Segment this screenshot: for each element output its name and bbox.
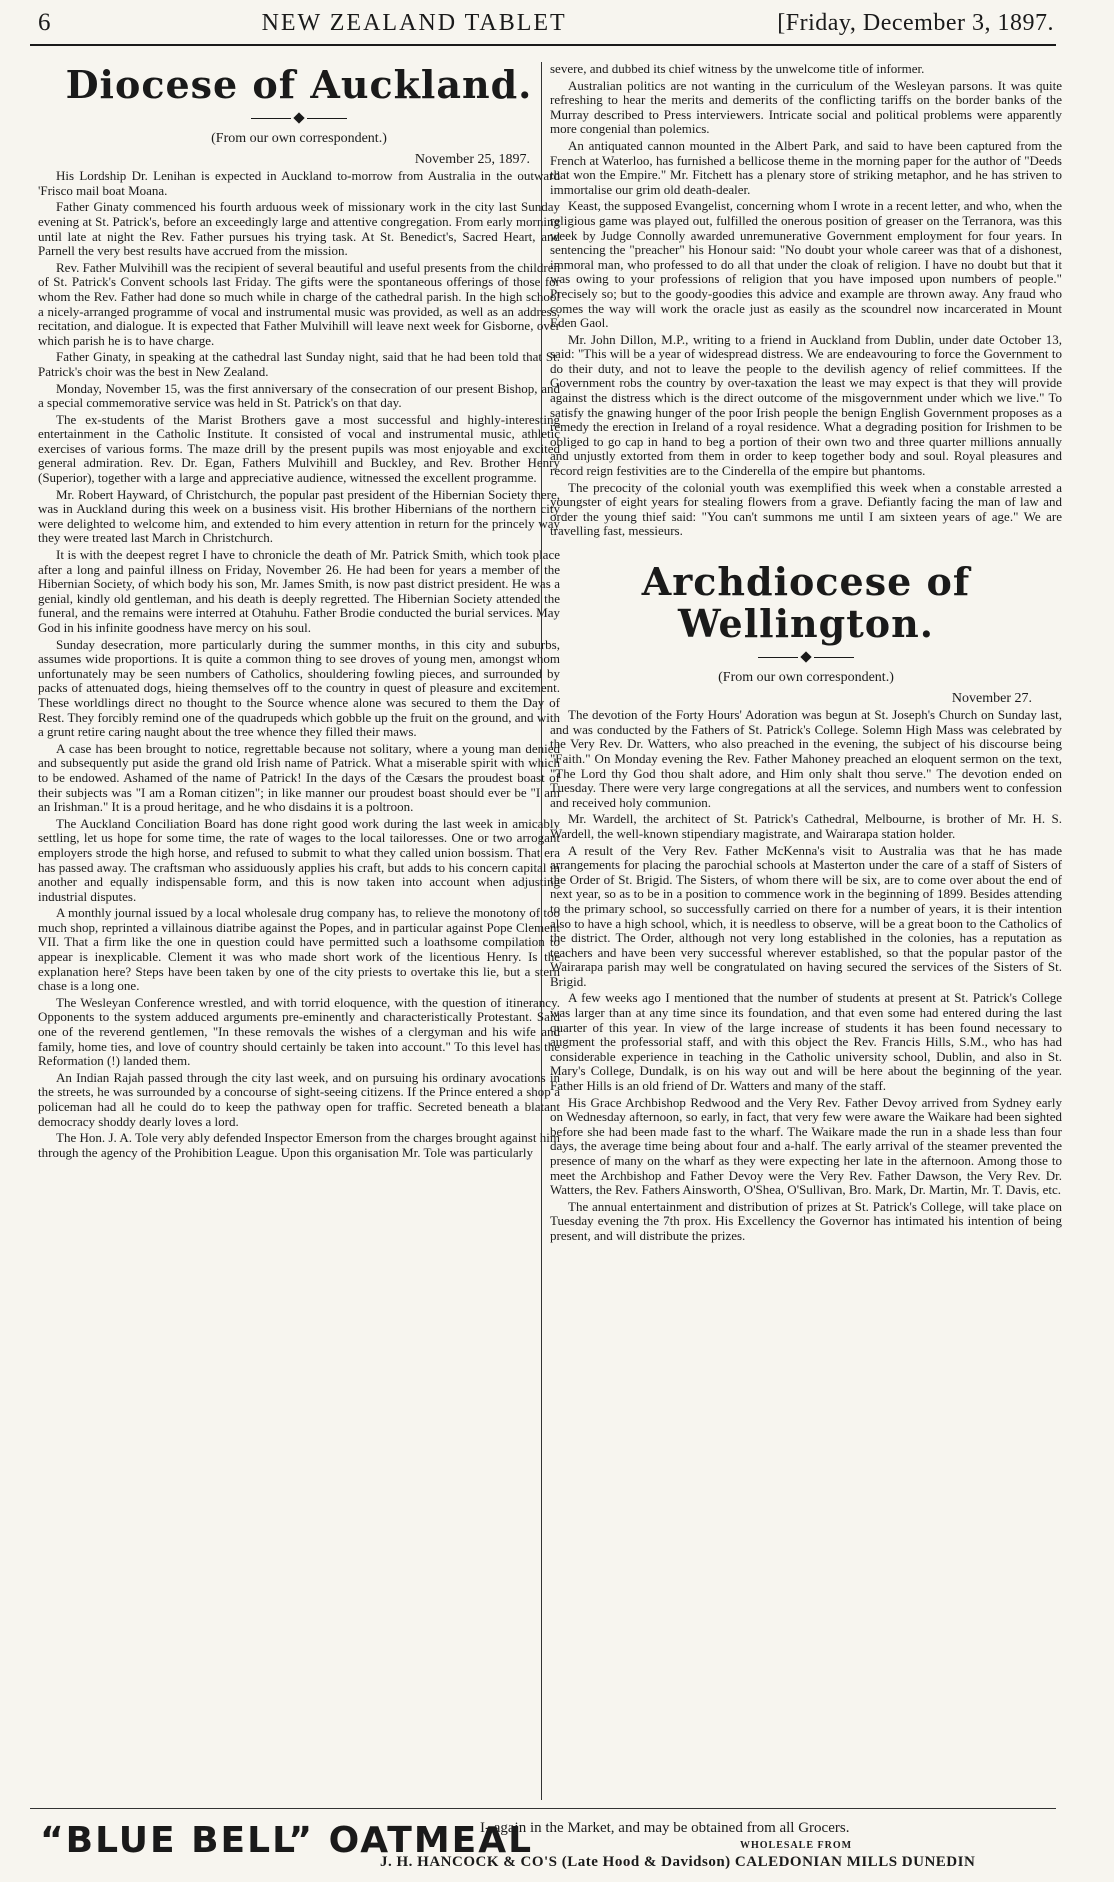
paragraph: A monthly journal issued by a local wholesale drug company has, to relieve the monotony of too much shop, reprinted a villainous diatribe against the Popes, and in particular against Pope Clement VII. That a firm like the one in question could have permitted such a loathsome compilation to appear is inexplicable. Clement it was who made short work of the licentious Henry. Is the explanation here? Steps have been taken by one of the city priests to overtake this lie, but a stern chase is a long one.	[38, 905, 560, 994]
publication-title: NEW ZEALAND TABLET	[261, 9, 567, 36]
section-ornament	[38, 114, 560, 122]
auckland-heading: Diocese of Auckland.	[65, 62, 533, 107]
paragraph: Rev. Father Mulvihill was the recipient of several beautiful and useful presents from the children of St. Patrick's Convent schools last Friday. The gifts were the spontaneous offerings of those for whom the Rev. Father had done so much while in charge of the cathedral parish. In the high school a nicely-arranged programme of vocal and instrumental music was provided, as well as an address, recitation, and dialogue. It is expected that Father Mulvihill will leave next week for Gisborne, over which parish he is to have charge.	[38, 259, 560, 348]
paragraph: His Grace Archbishop Redwood and the Very Rev. Father Devoy arrived from Sydney early on Wednesday afternoon, so early, in fact, that very few were aware the Waikare had been sighted before she had been made fast to the wharf. The Waikare made the run in a shade less than four days, the average time being about four and a-half. The early arrival of the steamer prevented the presence of many on the wharf as they were expecting her late in the afternoon. Among those to meet the Archbishop and Father Devoy were the Very Rev. Father Dawson, the Very Rev. Dr. Watters, the Rev. Fathers Ainsworth, O'Shea, O'Sullivan, Bro. Mark, Dr. Martin, Mr. T. Davis, etc.	[550, 1094, 1062, 1198]
issue-date: [Friday, December 3, 1897.	[777, 9, 1054, 36]
paragraph: A few weeks ago I mentioned that the number of students at present at St. Patrick's College was larger than at any time since its foundation, and that even some had entered during the last quarter of this year. In view of the large increase of students it has been found necessary to augment the professorial staff, and with this object the Rev. Francis Hills, S.M., who has had considerable experience in teaching in the Catholic university school, Dublin, and also in St. Mary's College, Dundalk, is on his way out and will be here about the beginning of the year. Father Hills is an old friend of Dr. Watters and many of the staff.	[550, 990, 1062, 1094]
footer-rule	[30, 1808, 1056, 1809]
paragraph: Father Ginaty, in speaking at the cathedral last Sunday night, said that he had been told that St. Patrick's choir was the best in New Zealand.	[38, 349, 560, 379]
auckland-dateline: November 25, 1897.	[414, 151, 530, 167]
paragraph: Monday, November 15, was the first anniversary of the consecration of our present Bishop, and a special commemorative service was held in St. Patrick's on that day.	[38, 380, 560, 411]
paragraph: An Indian Rajah passed through the city last week, and on pursuing his ordinary avocations in the streets, he was surrounded by a concourse of sight-seeing citizens. If the Prince entered a shop a policeman had all he could do to keep the pathway open for traffic. Secreted beneath a blatant democracy shoddy dearly loves a lord.	[38, 1069, 560, 1129]
paragraph: It is with the deepest regret I have to chronicle the death of Mr. Patrick Smith, which took place after a long and painful illness on Friday, November 26. He had been for years a member of the Hibernian Society, of which body his son, Mr. James Smith, is now past district president. He was a genial, kindly old gentleman, and his death is deeply regretted. The Hibernian Society attended the funeral, and the remains were interred at Otahuhu. Father Brodie conducted the burial services. May God in his infinite goodness have mercy on his soul.	[38, 547, 560, 635]
paragraph: severe, and dubbed its chief witness by the unwelcome title of informer.	[550, 61, 925, 76]
paragraph: The Auckland Conciliation Board has done right good work during the last week in amicably settling, let us hope for some time, the rate of wages to the local tailoresses. One or two arrogant employers strode the high horse, and refused to submit to what they called union bossism. That era has passed away. The craftsman who assiduously applies his craft, but adds to his concern capital in another and equally indispensable form, and this is now taken into account when adjusting industrial disputes.	[38, 815, 560, 904]
paragraph: Mr. Wardell, the architect of St. Patrick's Cathedral, Melbourne, is brother of Mr. H. S. Wardell, the well-known stipendiary magistrate, and Wairarapa station holder.	[550, 811, 1062, 841]
right-column	[550, 62, 1062, 1246]
wellington-dateline: November 27.	[951, 690, 1032, 706]
paragraph: The precocity of the colonial youth was exemplified this week when a constable arrested a youngster of eight years for stealing flowers from a grave. Defiantly facing the man of law and order the young thief said: "You can't summons me until I am sixteen years of age." We are travelling fast, messieurs.	[550, 479, 1062, 539]
paragraph: A case has been brought to notice, regrettable because not solitary, where a young man denied and subsequently put aside the grand old Irish name of Patrick. What a miserable spirit with which to be endowed. Ashamed of the name of Patrick! In the days of the Cæsars the proudest boast of their subjects was "I am a Roman citizen"; in like manner our proudest boast should ever be "I am an Irishman." It is a proud heritage, and he who disdains it is a poltroon.	[38, 740, 560, 815]
paragraph: The annual entertainment and distribution of prizes at St. Patrick's College, will take place on Tuesday evening the 7th prox. His Excellency the Governor has intimated his intention of being present, and will distribute the prizes.	[550, 1198, 1062, 1243]
paragraph: The ex-students of the Marist Brothers gave a most successful and highly-interesting entertainment in the Catholic Institute. It consisted of vocal and instrumental music, athletic exercises of various forms. The maze drill by the present pupils was most enjoyable and excited general admiration. Rev. Dr. Egan, Fathers Mulvihill and Buckley, and Rev. Brother Henry (Superior), together with a large and appreciative audience, witnessed the excellent programme.	[38, 411, 560, 486]
wellington-correspondent: (From our own correspondent.)	[718, 670, 894, 685]
section-ornament	[550, 653, 1062, 661]
header-rule	[30, 44, 1056, 46]
paragraph: The Hon. J. A. Tole very ably defended Inspector Emerson from the charges brought against him through the agency of the Prohibition League. Upon this organisation Mr. Tole was particularly	[38, 1130, 560, 1160]
left-column	[38, 62, 560, 1162]
page-number: 6	[38, 9, 51, 36]
advert-text: I- again in the Market, and may be obtained from all Grocers.	[480, 1820, 850, 1836]
paragraph: A result of the Very Rev. Father McKenna's visit to Australia was that he has made arrangements for placing the parochial schools at Masterton under the care of a staff of Sisters of the Order of St. Brigid. The Sisters, of whom there will be six, are to come over about the end of next year, so as to be in a position to commence work in the beginning of 1899. Besides attending to the primary school, so successfully carried on there for a number of years, it is their intention also to have a high school, which, it is needless to observe, will be a great boon to the Catholics of the district. The Order, although not very long established in the colonies, has a reputation as teachers and have been very successful wherever established, so that the popular pastor of the Wairarapa parish may well be congratulated on having secured the services of the Sisters of St. Brigid.	[550, 842, 1062, 989]
advert-supplier: J. H. HANCOCK & CO'S (Late Hood & Davidson) CALEDONIAN MILLS DUNEDIN	[380, 1854, 976, 1870]
page-header	[38, 6, 1054, 40]
paragraph: The devotion of the Forty Hours' Adoration was begun at St. Joseph's Church on Sunday last, and was conducted by the Fathers of St. Patrick's College. Solemn High Mass was celebrated by the Very Rev. Dr. Watters, who also preached in the evening, the subject of his discourse being "Faith." On Monday evening the Rev. Father Mahoney preached an eloquent sermon on the text, "The Lord thy God thou shalt adore, and Him only shalt thou serve." The devotion ended on Tuesday. There were very large congregations at all the services, and numbers went to confession and received holy communion.	[550, 707, 1062, 810]
auckland-correspondent: (From our own correspondent.)	[211, 131, 387, 146]
paragraph: An antiquated cannon mounted in the Albert Park, and said to have been captured from the French at Waterloo, has furnished a bellicose theme in the morning paper for the author of "Deeds that won the Empire." Mr. Fitchett has a plenary store of striking metaphor, and he has striven to immortalise our grim old death-dealer.	[550, 137, 1062, 197]
paragraph: Sunday desecration, more particularly during the summer months, in this city and suburbs, assumes wide proportions. It is quite a common thing to see droves of young men, amongst whom unfortunately may be seen numbers of Catholics, shouldering fowling pieces, and surrounded by packs of attenuated dogs, hieing themselves off to the country in quest of pleasure and excitement. These worldlings direct no thought to the Source whence alone was secured to them the Day of Rest. They forcibly remind one of the quadrupeds which gobble up the fruit on the ground, and with a grunt retire caring naught about the tree whence they filled their maws.	[38, 636, 560, 740]
paragraph: Keast, the supposed Evangelist, concerning whom I wrote in a recent letter, and who, when the religious game was played out, fulfilled the onerous position of greaser on the Terranora, was this week by Judge Connolly awarded unremunerative Government employment for four years. In sentencing the "preacher" his Honour said: "No doubt your whole career was that of a dishonest, immoral man, who professed to do all that under the cloak of religion. I have no doubt but that it was owing to your professions of religion that you have imposed upon numbers of people." Precisely so; but to the goody-goodies this advice and example are thrown away. Any fraud who comes the way will work the oracle just as easily as the scoundrel now incarcerated in Mount Eden Gaol.	[550, 198, 1062, 331]
advert-wholesale: WHOLESALE FROM	[740, 1840, 853, 1851]
advert-brand: “BLUE BELL” OATMEAL	[40, 1820, 534, 1861]
advertisement-footer	[40, 1818, 1070, 1878]
paragraph: His Lordship Dr. Lenihan is expected in Auckland to-morrow from Australia in the outward 'Frisco mail boat Moana.	[38, 168, 560, 198]
wellington-heading: Archdiocese of Wellington.	[641, 559, 971, 646]
paragraph: Mr. John Dillon, M.P., writing to a friend in Auckland from Dublin, under date October 13, said: "This will be a year of widespread distress. We are endeavouring to force the Government to do their duty, and not to leave the people to the devilish agency of relief committees. If the Government robs the country by over-taxation the least we may expect is that they will provide against the distress which is the direct outcome of the misgovernment under which we live." To satisfy the gnawing hunger of the poor Irish people the benign English Government proposes as a remedy the erection in Ireland of a royal residence. What a degrading position for Irishmen to be obliged to go cap in hand to beg a portion of their own two and three quarter millions annually and unjustly extorted from them in order to keep together body and soul. Royal pleasures and record reign festivities are to the Cinderella of the empire but phantoms.	[550, 331, 1062, 479]
paragraph: The Wesleyan Conference wrestled, and with torrid eloquence, with the question of itinerancy. Opponents to the system adduced arguments pre-eminently and characteristically Protestant. Said one of the reverend gentlemen, "In these removals the wishes of a clergyman and his wife and family, home ties, and love of country should certainly be taken into account." To this level has the Reformation (!) landed them.	[38, 994, 560, 1069]
paragraph: Mr. Robert Hayward, of Christchurch, the popular past president of the Hibernian Society there, was in Auckland during this week on a business visit. His brother Hibernians of the northern city were delighted to welcome him, and extended to him every attention in return for the princely way they were treated last March in Christchurch.	[38, 486, 560, 546]
paragraph: Father Ginaty commenced his fourth arduous week of missionary work in the city last Sunday evening at St. Patrick's, before an exceedingly large and attentive congregation. From early morning until late at night the Rev. Father pursues his trying task. At St. Benedict's, Sacred Heart, and Parnell the very best results have accrued from the mission.	[38, 199, 560, 259]
paragraph: Australian politics are not wanting in the curriculum of the Wesleyan parsons. It was quite refreshing to hear the merits and demerits of the conflicting tariffs on the border banks of the Murray described to Press interviewers. Intricate social and political problems were apparently more congenial than polemics.	[550, 77, 1062, 137]
